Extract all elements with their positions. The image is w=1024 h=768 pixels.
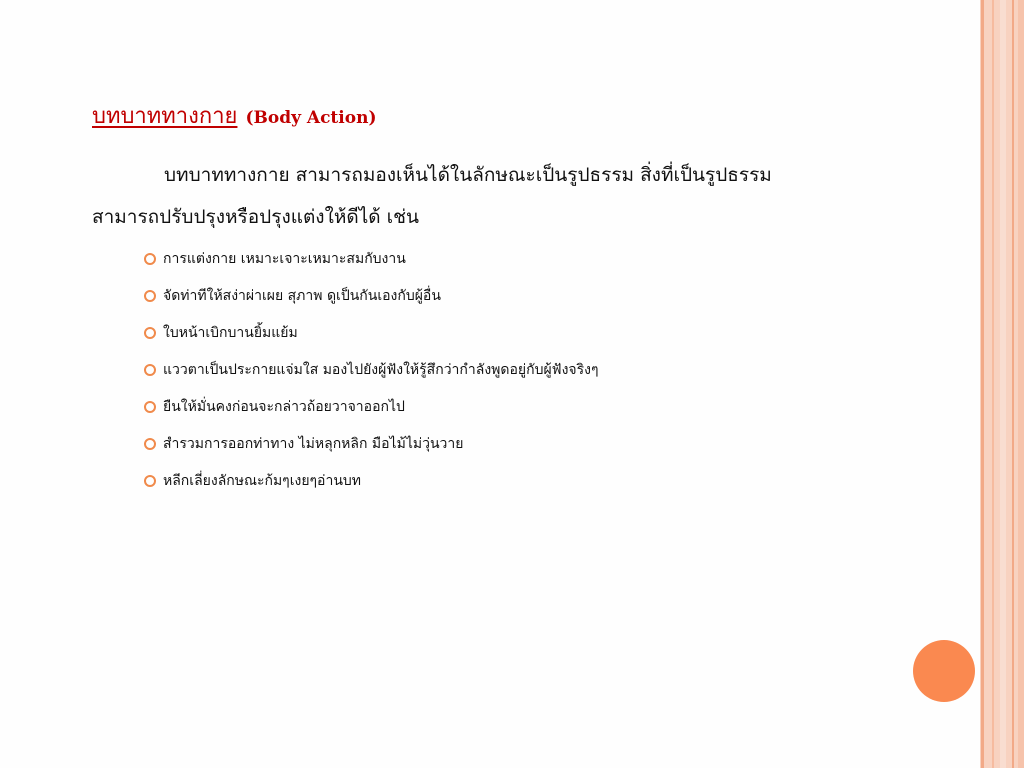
bullet-icon bbox=[144, 327, 156, 339]
bullet-icon bbox=[144, 475, 156, 487]
list-item bbox=[144, 277, 599, 314]
bullet-text: การแต่งกาย เหมาะเจาะเหมาะสมกับงาน bbox=[163, 250, 406, 267]
decorative-stripe bbox=[981, 0, 984, 768]
intro-paragraph bbox=[92, 154, 882, 238]
decorative-stripe bbox=[1000, 0, 1006, 768]
list-item bbox=[144, 425, 599, 462]
bullet-text: สำรวมการออกท่าทาง ไม่หลุกหลิก มือไม้ไม่วุ่นวาย bbox=[163, 435, 464, 452]
bullet-icon bbox=[144, 290, 156, 302]
list-item bbox=[144, 240, 599, 277]
bullet-icon bbox=[144, 438, 156, 450]
paragraph-line-2: สามารถปรับปรุงหรือปรุงแต่งให้ดีได้ เช่น bbox=[92, 206, 420, 228]
paragraph-line-1: บทบาททางกาย สามารถมองเห็นได้ในลักษณะเป็นรูปธรรม สิ่งที่เป็นรูปธรรม bbox=[164, 164, 772, 186]
bullet-icon bbox=[144, 253, 156, 265]
orange-circle-decoration bbox=[913, 640, 975, 702]
title-thai: บทบาททางกาย bbox=[92, 104, 238, 129]
list-item bbox=[144, 351, 599, 388]
slide-title bbox=[92, 98, 376, 133]
bullet-text: ยืนให้มั่นคงก่อนจะกล่าวถ้อยวาจาออกไป bbox=[163, 398, 405, 415]
decorative-stripe bbox=[992, 0, 994, 768]
bullet-text: จัดท่าทีให้สง่าผ่าเผย สุภาพ ดูเป็นกันเองกับผู้อื่น bbox=[163, 287, 441, 304]
bullet-icon bbox=[144, 364, 156, 376]
bullet-list bbox=[144, 240, 599, 499]
list-item bbox=[144, 388, 599, 425]
list-item bbox=[144, 462, 599, 499]
decorative-stripe bbox=[1018, 0, 1024, 768]
decorative-stripe bbox=[1012, 0, 1014, 768]
bullet-text: ใบหน้าเบิกบานยิ้มแย้ม bbox=[163, 324, 298, 341]
bullet-text: แววตาเป็นประกายแจ่มใส มองไปยังผู้ฟังให้รู้สึกว่ากำลังพูดอยู่กับผู้ฟังจริงๆ bbox=[163, 361, 599, 378]
list-item bbox=[144, 314, 599, 351]
bullet-icon bbox=[144, 401, 156, 413]
bullet-text: หลีกเลี่ยงลักษณะก้มๆเงยๆอ่านบท bbox=[163, 472, 362, 489]
title-english: (Body Action) bbox=[245, 108, 377, 128]
